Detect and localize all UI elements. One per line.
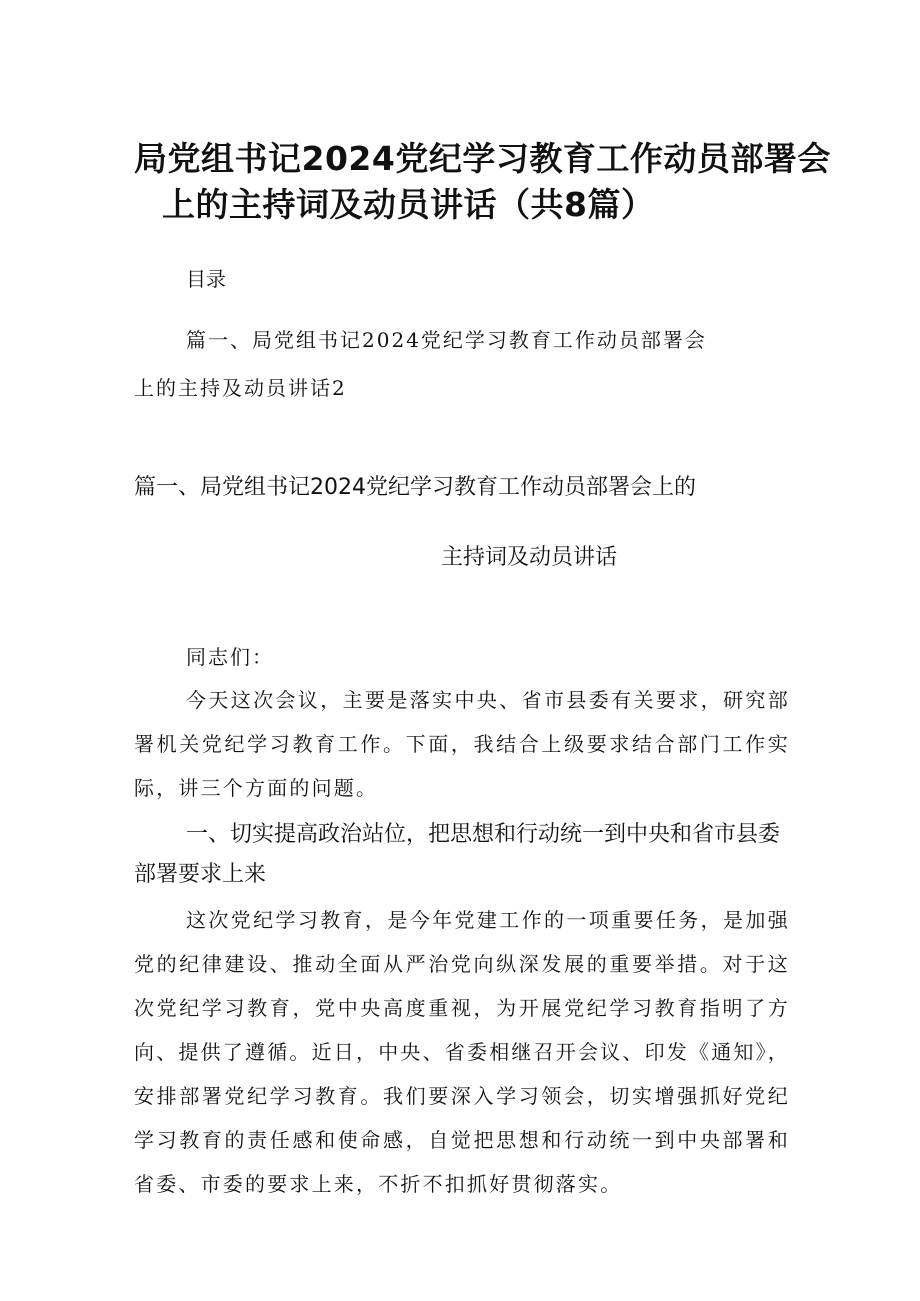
toc-heading: 目录	[186, 267, 226, 291]
toc-entry-line-1: 篇一、局党组书记2024党纪学习教育工作动员部署会	[186, 328, 707, 352]
section-title-line-2: 主持词及动员讲话	[440, 545, 617, 570]
body-paragraph-2: 这次党纪学习教育，是今年党建工作的一项重要任务，是加强党的纪律建设、推动全面从严治党向纵深发展的重要举措。对于这次党纪学习教育，党中央高度重视，为开展党纪学习教育指明了方向、提供了遵循。近日，中央、省委相继召开会议、印发《通知》，安排部署党纪学习教育。我们要深入学习领会，切实增强抓好党纪学习教育的责任感和使命感，自觉把思想和行动统一到中央部署和省委、市委的要求上来，不折不扣抓好贯彻落实。	[134, 908, 790, 1196]
toc-entry-line-2: 上的主持及动员讲话2	[134, 376, 347, 400]
body-paragraph-1: 今天这次会议，主要是落实中央、省市县委有关要求，研究部署机关党纪学习教育工作。下面，我结合上级要求结合部门工作实际，讲三个方面的问题。	[134, 688, 790, 800]
greeting: 同志们：	[186, 645, 274, 669]
toc-entry[interactable]	[134, 316, 794, 412]
document-title-line-2: 上的主持词及动员讲话（共8篇）	[162, 185, 655, 224]
document-title	[134, 136, 831, 228]
section-title-line-1: 篇一、局党组书记2024党纪学习教育工作动员部署会上的	[134, 475, 696, 500]
body-heading-1: 一、切实提高政治站位，把思想和行动统一到中央和省市县委部署要求上来	[134, 822, 781, 887]
document-title-line-1: 局党组书记2024党纪学习教育工作动员部署会	[134, 139, 831, 178]
section-title	[134, 470, 794, 576]
